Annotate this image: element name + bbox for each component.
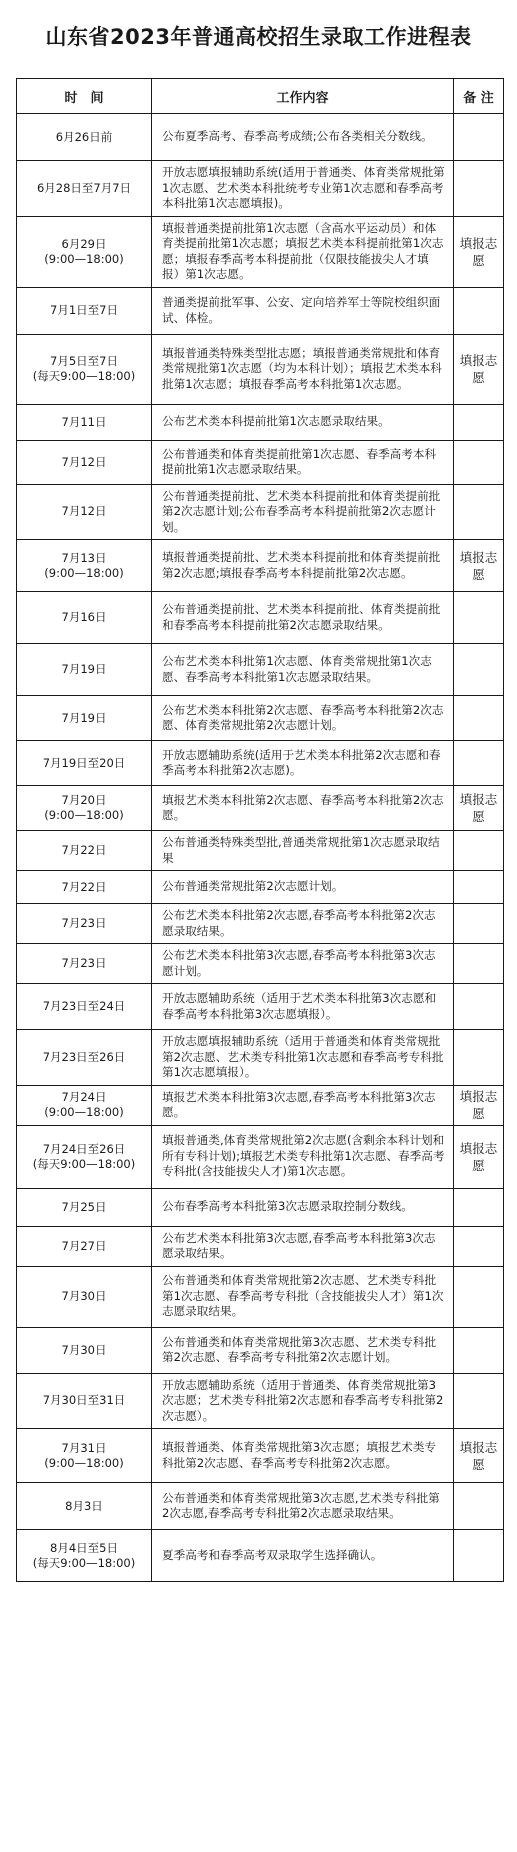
row-content: 公布艺术类本科提前批第1次志愿录取结果。 [152,404,454,440]
row-note [454,114,504,161]
table-row [17,1226,504,1266]
table-row [17,786,504,831]
row-date: 7月30日至31日 [42,1393,126,1408]
row-time [17,334,152,404]
table-row [17,1085,504,1125]
row-content: 公布普通类特殊类型批,普通类常规批第1次志愿录取结果 [152,831,454,871]
row-time [17,786,152,831]
table-row [17,404,504,440]
row-note [454,440,504,484]
row-time [17,114,152,161]
row-content: 开放志愿填报辅助系统（适用于普通类和体育类常规批第2次志愿、艺术类专科批第1次志愿和春季高考专科批第1次志愿填报）。 [152,1030,454,1086]
row-note [454,741,504,786]
row-content: 普通类提前批军事、公安、定向培养军士等院校组织面试、体检。 [152,287,454,334]
row-date: 8月3日 [65,1498,103,1513]
row-date: 7月27日 [61,1238,107,1253]
table-row [17,114,504,161]
table-row [17,1483,504,1530]
row-note [454,1030,504,1086]
row-time [17,1030,152,1086]
row-date: 7月16日 [61,610,107,624]
row-content: 开放志愿辅助系统（适用于艺术类本科批第3次志愿和春季高考本科批第3次志愿填报）。 [152,984,454,1030]
row-date: 7月20日 [61,793,107,807]
table-row [17,644,504,696]
row-content: 公布普通类和体育类常规批第2次志愿、艺术类专科批第1次志愿、春季高考专科批（含技能拔尖人才）第1次志愿录取结果。 [152,1266,454,1327]
table-row [17,592,504,644]
row-note [454,644,504,696]
row-content: 公布艺术类本科批第3次志愿,春季高考本科批第3次志愿录取结果。 [152,1226,454,1266]
table-row [17,1327,504,1373]
row-content: 公布夏季高考、春季高考成绩;公布各类相关分数线。 [152,114,454,161]
row-content: 填报普通类提前批、艺术类本科提前批和体育类提前批第2次志愿;填报春季高考本科提前批第2次志愿。 [152,540,454,592]
row-time [17,1327,152,1373]
row-hours: (9:00—18:00) [44,565,124,580]
row-note [454,1483,504,1530]
row-content: 公布春季高考本科批第3次志愿录取控制分数线。 [152,1188,454,1226]
row-date: 7月13日 [61,550,107,565]
row-note: 填报志愿 [454,540,504,592]
row-content: 公布普通类提前批、艺术类本科提前批、体育类提前批和春季高考本科提前批第2次志愿录取结果。 [152,592,454,644]
row-note: 填报志愿 [454,334,504,404]
row-note: 填报志愿 [454,1125,504,1188]
row-content: 填报艺术类本科批第3次志愿,春季高考本科批第3次志愿。 [152,1085,454,1125]
row-time [17,1226,152,1266]
row-date: 7月19日 [61,662,107,676]
header-time: 时 间 [17,79,152,114]
row-content: 公布普通类和体育类提前批第1次志愿、春季高考本科提前批第1次志愿录取结果。 [152,440,454,484]
row-content: 公布艺术类本科批第1次志愿、体育类常规批第1次志愿、春季高考本科批第1次志愿录取结果。 [152,644,454,696]
row-time [17,540,152,592]
row-time [17,404,152,440]
row-hours: (每天9:00—18:00) [32,1156,136,1171]
page-title: 山东省2023年普通高校招生录取工作进程表 [45,25,472,49]
table-row [17,1125,504,1188]
row-note [454,1327,504,1373]
table-row [17,1373,504,1429]
row-date: 7月25日 [61,1199,107,1214]
table-row [17,1429,504,1483]
table-row [17,904,504,944]
table-row [17,161,504,217]
row-note [454,161,504,217]
row-time [17,944,152,984]
row-date: 7月23日至24日 [42,999,126,1013]
row-date: 7月30日 [61,1289,107,1303]
row-date: 7月12日 [61,504,107,519]
row-date: 7月11日 [61,414,107,429]
row-time [17,741,152,786]
table-row [17,1530,504,1582]
row-content: 开放志愿辅助系统（适用于普通类、体育类常规批第3次志愿；艺术类专科批第2次志愿和春季高考专科批第2次志愿）。 [152,1373,454,1429]
row-date: 6月28日至7月7日 [36,180,132,195]
table-row [17,741,504,786]
row-date: 7月19日 [61,710,107,725]
row-content: 公布普通类和体育类常规批第3次志愿,艺术类专科批第2次志愿,春季高考专科批第2次志愿录取结果。 [152,1483,454,1530]
row-content: 公布艺术类本科批第3次志愿,春季高考本科批第3次志愿计划。 [152,944,454,984]
row-note [454,1373,504,1429]
row-date: 7月1日至7日 [50,303,118,317]
row-note [454,831,504,871]
row-time [17,696,152,741]
row-time [17,1483,152,1530]
table-row [17,1188,504,1226]
row-note [454,287,504,334]
row-hours: (9:00—18:00) [44,251,124,266]
row-content: 公布普通类常规批第2次志愿计划。 [152,871,454,904]
row-note [454,904,504,944]
row-note [454,1530,504,1582]
row-time [17,1429,152,1483]
row-content: 公布普通类提前批、艺术类本科提前批和体育类提前批第2次志愿计划;公布春季高考本科提前批第2次志愿计划。 [152,484,454,540]
row-time [17,1373,152,1429]
table-row [17,540,504,592]
table-row [17,440,504,484]
row-date: 8月4日至5日 [50,1540,118,1555]
row-note: 填报志愿 [454,216,504,287]
schedule-table [16,78,504,1582]
table-row [17,871,504,904]
row-time [17,287,152,334]
row-content: 填报普通类提前批第1次志愿（含高水平运动员）和体育类提前批第1次志愿；填报艺术类本科提前批第1次志愿；填报春季高考本科提前批（仅限技能拔尖人才填报）第1次志愿。 [152,216,454,287]
row-date: 7月23日至26日 [42,1049,126,1064]
row-note [454,592,504,644]
row-content: 开放志愿辅助系统(适用于艺术类本科批第2次志愿和春季高考本科批第2次志愿)。 [152,741,454,786]
row-content: 开放志愿填报辅助系统(适用于普通类、体育类常规批第1次志愿、艺术类本科批统考专业第1次志愿和春季高考本科批第1次志愿填报)。 [152,161,454,217]
row-note [454,871,504,904]
row-date: 7月30日 [61,1342,107,1357]
row-content: 填报艺术类本科批第2次志愿、春季高考本科批第2次志愿。 [152,786,454,831]
table-row [17,831,504,871]
row-date: 7月22日 [61,879,107,894]
row-note [454,1188,504,1226]
row-date: 7月31日 [61,1440,107,1455]
header-content: 工作内容 [152,79,454,114]
row-note: 填报志愿 [454,1429,504,1483]
row-note: 填报志愿 [454,786,504,831]
row-time [17,1125,152,1188]
row-time [17,1188,152,1226]
row-note [454,984,504,1030]
row-time [17,831,152,871]
row-time [17,904,152,944]
row-date: 7月23日 [61,956,107,970]
row-content: 填报普通类特殊类型批志愿；填报普通类常规批和体育类常规批第1次志愿（均为本科计划）；填报艺术类本科批第1次志愿；填报春季高考本科批第1次志愿。 [152,334,454,404]
row-content: 公布艺术类本科批第2次志愿,春季高考本科批第2次志愿录取结果。 [152,904,454,944]
row-time [17,1266,152,1327]
row-note [454,696,504,741]
row-hours: (每天9:00—18:00) [32,369,136,383]
row-content: 填报普通类,体育类常规批第2次志愿(含剩余本科计划和所有专科计划);填报艺术类专科批第1次志愿、春季高考专科批(含技能拔尖人才)第1次志愿。 [152,1125,454,1188]
row-time [17,216,152,287]
table-row [17,216,504,287]
table-body [17,114,504,1582]
row-time [17,161,152,217]
row-hours: (9:00—18:00) [44,1455,124,1470]
table-row [17,1266,504,1327]
table-row [17,334,504,404]
row-content: 填报普通类、体育类常规批第3次志愿；填报艺术类专科批第2次志愿、春季高考专科批第2次志愿。 [152,1429,454,1483]
row-date: 7月24日至26日 [42,1141,126,1156]
row-time [17,1530,152,1582]
row-time [17,1085,152,1125]
row-note [454,944,504,984]
row-date: 6月29日 [61,236,107,251]
row-note [454,404,504,440]
row-note: 填报志愿 [454,1085,504,1125]
row-time [17,871,152,904]
row-date: 7月24日 [61,1090,107,1104]
row-date: 7月19日至20日 [42,755,126,770]
row-hours: (9:00—18:00) [44,808,124,822]
row-hours: (9:00—18:00) [44,1105,124,1119]
row-time [17,984,152,1030]
row-date: 6月26日前 [55,129,113,144]
table-header-row [17,79,504,114]
table-row [17,484,504,540]
row-time [17,440,152,484]
table-row [17,1030,504,1086]
row-date: 7月12日 [61,454,107,469]
row-content: 公布普通类和体育类常规批第3次志愿、艺术类专科批第2次志愿、春季高考专科批第2次志愿计划。 [152,1327,454,1373]
table-row [17,287,504,334]
row-note [454,1266,504,1327]
row-date: 7月5日至7日 [50,354,118,368]
row-date: 7月23日 [61,916,107,930]
row-time [17,484,152,540]
row-hours: (每天9:00—18:00) [32,1555,136,1570]
row-note [454,484,504,540]
row-date: 7月22日 [61,843,107,857]
table-row [17,696,504,741]
row-time [17,644,152,696]
row-time [17,592,152,644]
table-row [17,984,504,1030]
table-row [17,944,504,984]
row-content: 公布艺术类本科批第2次志愿、春季高考本科批第2次志愿、体育类常规批第2次志愿计划。 [152,696,454,741]
row-content: 夏季高考和春季高考双录取学生选择确认。 [152,1530,454,1582]
header-note: 备 注 [454,79,504,114]
row-note [454,1226,504,1266]
